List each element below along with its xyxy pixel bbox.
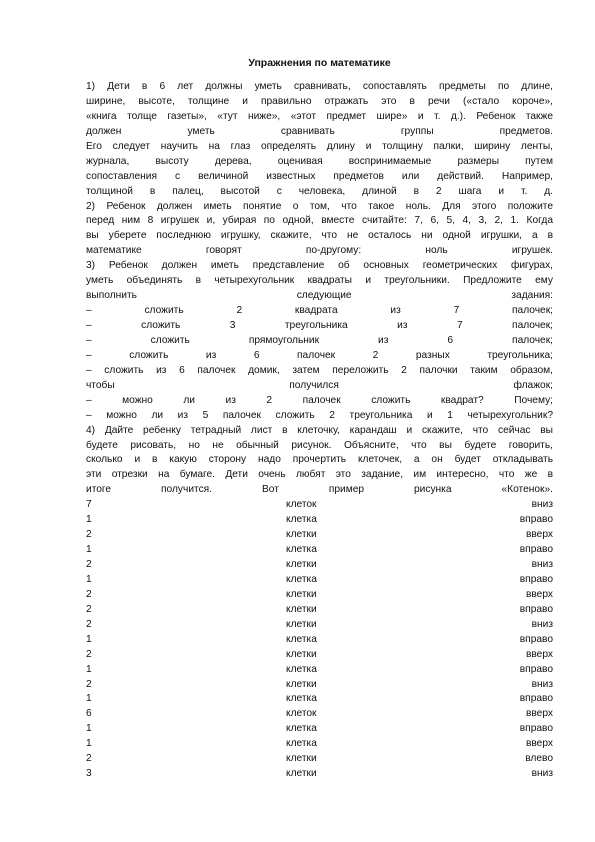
step-direction: вправо bbox=[519, 573, 553, 585]
step-direction: вправо bbox=[519, 514, 553, 526]
step-unit: клетка bbox=[286, 693, 317, 705]
step-count: 1 bbox=[86, 738, 92, 750]
step-unit: клетка bbox=[286, 723, 317, 735]
text-line: сопоставления с величиной известных предметов или действий. Например, bbox=[86, 170, 553, 182]
step-count: 1 bbox=[86, 633, 92, 645]
step-row bbox=[86, 573, 553, 588]
step-count: 6 bbox=[86, 708, 92, 720]
step-direction: вниз bbox=[531, 678, 553, 690]
text-line: – сложить из 6 палочек домик, затем переложить 2 палочки таким образом, bbox=[86, 364, 553, 376]
step-unit: клеток bbox=[286, 708, 317, 720]
text-line: чтобы получился флажок; bbox=[86, 379, 553, 391]
text-line: Его следует научить на глаз определять длину и толщину палки, ширину ленты, bbox=[86, 140, 553, 152]
text-line: – можно ли из 5 палочек сложить 2 треугольника и 1 четырехугольник? bbox=[86, 409, 553, 421]
text-line: толщиной в палец, высотой с человека, длиной в 2 шага и т. д. bbox=[86, 185, 553, 197]
step-count: 2 bbox=[86, 559, 92, 570]
step-row bbox=[86, 722, 553, 737]
step-direction: вниз bbox=[531, 559, 553, 570]
step-unit: клетки bbox=[286, 588, 317, 600]
step-unit: клетки bbox=[286, 768, 317, 780]
step-count: 1 bbox=[86, 544, 92, 556]
text-line: эти отрезки на бумаге. Дети очень любят это задание, им интересно, что же в bbox=[86, 469, 553, 481]
step-row bbox=[86, 692, 553, 707]
text-line: математике говорят по-другому: ноль игрушек. bbox=[86, 245, 553, 257]
document-body bbox=[86, 80, 553, 498]
step-direction: вниз bbox=[531, 768, 553, 780]
step-unit: клеток bbox=[286, 499, 317, 511]
step-direction: вниз bbox=[531, 499, 553, 511]
text-line: перед ним 8 игрушек и, убирая по одной, вместе считайте: 7, 6, 5, 4, 3, 2, 1. Когда bbox=[86, 215, 553, 227]
step-row bbox=[86, 752, 553, 767]
step-direction: вправо bbox=[519, 544, 553, 556]
step-direction: вверх bbox=[525, 708, 553, 720]
step-row bbox=[86, 663, 553, 678]
text-line: – можно ли из 2 палочек сложить квадрат? Почему; bbox=[86, 394, 553, 406]
step-unit: клетки bbox=[286, 603, 317, 615]
step-unit: клетка bbox=[286, 663, 317, 675]
step-row bbox=[86, 648, 553, 663]
step-count: 2 bbox=[86, 753, 92, 765]
text-line: журнала, высоту дерева, оценивая воспринимаемые размеры путем bbox=[86, 155, 553, 167]
step-count: 3 bbox=[86, 768, 92, 780]
drawing-steps-list bbox=[86, 498, 553, 782]
text-line: 2) Ребенок должен иметь понятие о том, что такое ноль. Для этого положите bbox=[86, 200, 553, 212]
step-unit: клетка bbox=[286, 573, 317, 585]
text-line: выполнить следующие задания: bbox=[86, 290, 553, 302]
step-direction: вниз bbox=[531, 618, 553, 630]
step-direction: вправо bbox=[519, 633, 553, 645]
text-line: будете рисовать, но не обычный рисунок. Объясните, что вы будете говорить, bbox=[86, 439, 553, 451]
step-row bbox=[86, 543, 553, 558]
text-line: сколько и в какую сторону надо прочертить клеточек, а он будет откладывать bbox=[86, 454, 553, 466]
text-line: 3) Ребенок должен иметь представление об основных геометрических фигурах, bbox=[86, 260, 553, 272]
step-row bbox=[86, 707, 553, 722]
step-unit: клетки bbox=[286, 618, 317, 630]
step-count: 2 bbox=[86, 648, 92, 660]
step-count: 2 bbox=[86, 618, 92, 630]
text-line: 4) Дайте ребенку тетрадный лист в клеточку, карандаш и скажите, что сейчас вы bbox=[86, 424, 553, 436]
step-unit: клетка bbox=[286, 544, 317, 556]
text-line: «книга толще газеты», «тут ниже», «этот предмет шире» и т. д.). Ребенок также bbox=[86, 110, 553, 122]
text-line: – сложить 3 треугольника из 7 палочек; bbox=[86, 320, 553, 331]
step-row bbox=[86, 513, 553, 528]
step-count: 1 bbox=[86, 693, 92, 705]
text-line: уметь объединять в четырехугольник квадраты и треугольники. Предложите ему bbox=[86, 275, 553, 287]
document-page bbox=[86, 56, 553, 782]
text-line: должен уметь сравнивать группы предметов. bbox=[86, 125, 553, 137]
text-line: ширине, высоте, толщине и правильно отражать это в речи («стало короче», bbox=[86, 95, 553, 107]
step-count: 1 bbox=[86, 514, 92, 526]
step-unit: клетки bbox=[286, 648, 317, 660]
text-line: 1) Дети в 6 лет должны уметь сравнивать, сопоставлять предметы по длине, bbox=[86, 81, 553, 92]
step-row bbox=[86, 618, 553, 633]
text-line: итоге получится. Вот пример рисунка «Котенок». bbox=[86, 484, 553, 496]
step-direction: влево bbox=[525, 753, 553, 765]
step-count: 1 bbox=[86, 663, 92, 675]
step-unit: клетки bbox=[286, 678, 317, 690]
text-line: – сложить из 6 палочек 2 разных треугольника; bbox=[86, 349, 553, 361]
document-title: Упражнения по математике bbox=[248, 57, 391, 69]
step-direction: вверх bbox=[525, 588, 553, 600]
step-row bbox=[86, 588, 553, 603]
step-unit: клетка bbox=[286, 514, 317, 526]
step-count: 1 bbox=[86, 573, 92, 585]
step-count: 7 bbox=[86, 499, 92, 511]
step-unit: клетки bbox=[286, 559, 317, 570]
step-count: 2 bbox=[86, 678, 92, 690]
step-row bbox=[86, 767, 553, 782]
step-direction: вправо bbox=[519, 693, 553, 705]
step-direction: вправо bbox=[519, 603, 553, 615]
step-count: 1 bbox=[86, 723, 92, 735]
step-row bbox=[86, 678, 553, 693]
step-direction: вправо bbox=[519, 723, 553, 735]
text-line: вы уберете последнюю игрушку, скажите, что не осталось ни одной игрушки, а в bbox=[86, 230, 553, 242]
step-unit: клетка bbox=[286, 633, 317, 645]
text-line: – сложить 2 квадрата из 7 палочек; bbox=[86, 305, 553, 317]
step-row bbox=[86, 633, 553, 648]
step-row bbox=[86, 603, 553, 618]
step-row bbox=[86, 528, 553, 543]
step-unit: клетки bbox=[286, 529, 317, 541]
step-count: 2 bbox=[86, 529, 92, 541]
step-row bbox=[86, 498, 553, 513]
step-direction: вверх bbox=[525, 529, 553, 541]
step-direction: вверх bbox=[525, 648, 553, 660]
step-row bbox=[86, 737, 553, 752]
step-row bbox=[86, 558, 553, 573]
step-direction: вправо bbox=[519, 663, 553, 675]
step-count: 2 bbox=[86, 588, 92, 600]
step-unit: клетки bbox=[286, 753, 317, 765]
step-direction: вверх bbox=[525, 738, 553, 750]
step-count: 2 bbox=[86, 603, 92, 615]
text-line: – сложить прямоугольник из 6 палочек; bbox=[86, 334, 553, 346]
step-unit: клетка bbox=[286, 738, 317, 750]
